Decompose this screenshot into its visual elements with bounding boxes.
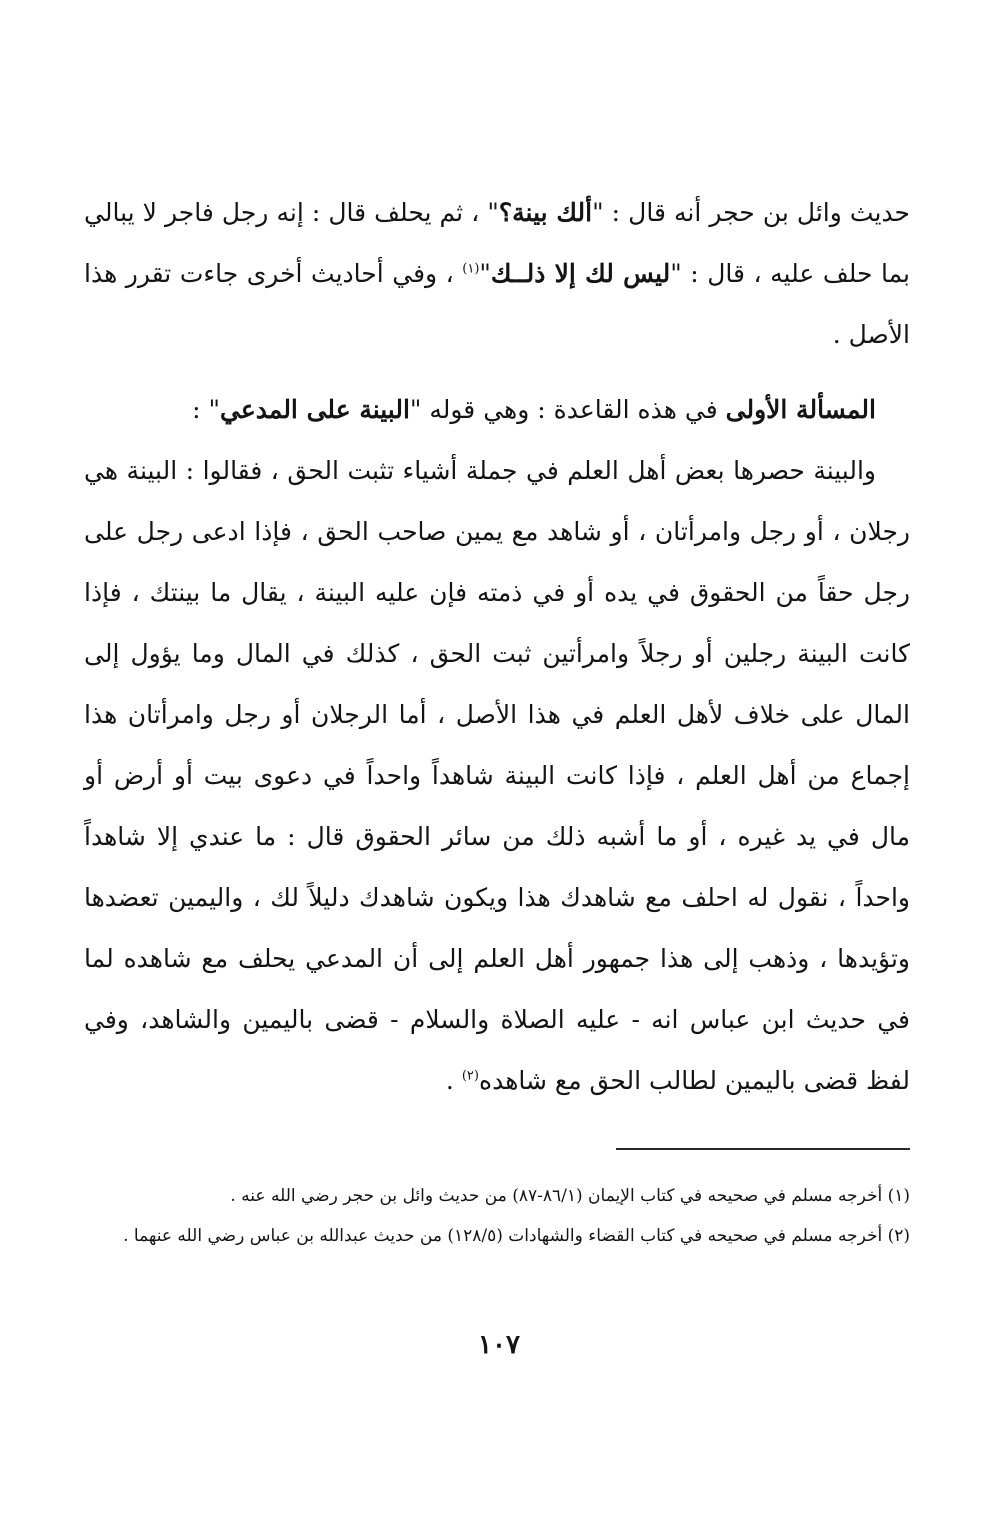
paragraph-1 — [84, 182, 910, 365]
p2-end: . — [445, 1066, 462, 1095]
p2-text: والبينة حصرها بعض أهل العلم في جملة أشياء تثبت الحق ، فقالوا : البينة هي رجلان ، أو رجل وامرأتان ، أو شاهد مع يمين صاحب الحق ، فإذا ادعى رجل على رجل حقاً من الحقوق في يده أو في ذمته فإن عليه البينة ، يقال ما بينتك ، فإذا كانت البينة رجلين أو رجلاً وامرأتين ثبت الحق ، كذلك في المال وما يؤول إلى المال على خلاف لأهل العلم في هذا الأصل ، أما الرجلان أو رجل وامرأتان هذا إجماع من أهل العلم ، فإذا كانت البينة شاهداً واحداً في دعوى بيت أو أرض أو مال في يد غيره ، أو ما أشبه ذلك من سائر الحقوق قال : ما عندي إلا شاهداً واحداً ، نقول له احلف مع شاهدك هذا ويكون شاهدك دليلاً لك ، واليمين تعضدها وتؤيدها ، وذهب إلى هذا جمهور أهل العلم إلى أن المدعي يحلف مع شاهده لما في حديث ابن عباس انه - عليه الصلاة والسلام - قضى باليمين والشاهد، وفي لفظ قضى باليمين لطالب الحق مع شاهده — [84, 456, 910, 1095]
p1-text-2: " ، ثم يحلف قال : إنه رجل فاجر لا يبالي بما حلف عليه ، قال : " — [84, 198, 910, 288]
p1-text-1: حديث وائل بن حجر أنه قال : " — [592, 198, 910, 227]
main-text — [84, 182, 910, 1111]
heading-title: المسألة الأولى — [725, 395, 876, 424]
section-heading — [84, 379, 910, 440]
p1-text-4: ، وفي أحاديث أخرى جاءت تقرر هذا الأصل . — [84, 259, 910, 349]
heading-text-1: في هذه القاعدة : وهي قوله " — [409, 395, 726, 424]
footnote-2: (٢) أخرجه مسلم في صحيحه في كتاب القضاء والشهادات (١٢٨/٥) من حديث عبدالله بن عباس رضي الله عنهما . — [123, 1226, 910, 1246]
page-number: ١٠٧ — [478, 1330, 520, 1360]
paragraph-2 — [84, 440, 910, 1111]
footnote-ref-1: (١) — [462, 261, 480, 277]
footnote-1: (١) أخرجه مسلم في صحيحه في كتاب الإيمان (٨٦/١-٨٧) من حديث وائل بن حجر رضي الله عنه . — [230, 1186, 910, 1206]
p1-text-3: " — [479, 259, 491, 288]
p1-quote-2: ليس لك إلا ذلــك — [490, 259, 671, 288]
heading-quote: البينة على المدعي — [219, 395, 410, 424]
heading-text-2: " : — [192, 395, 220, 424]
p1-quote-1: ألك بينة؟ — [498, 198, 593, 227]
footnote-ref-2: (٢) — [461, 1068, 479, 1084]
footnote-divider — [616, 1148, 910, 1150]
footnotes — [84, 1176, 910, 1256]
